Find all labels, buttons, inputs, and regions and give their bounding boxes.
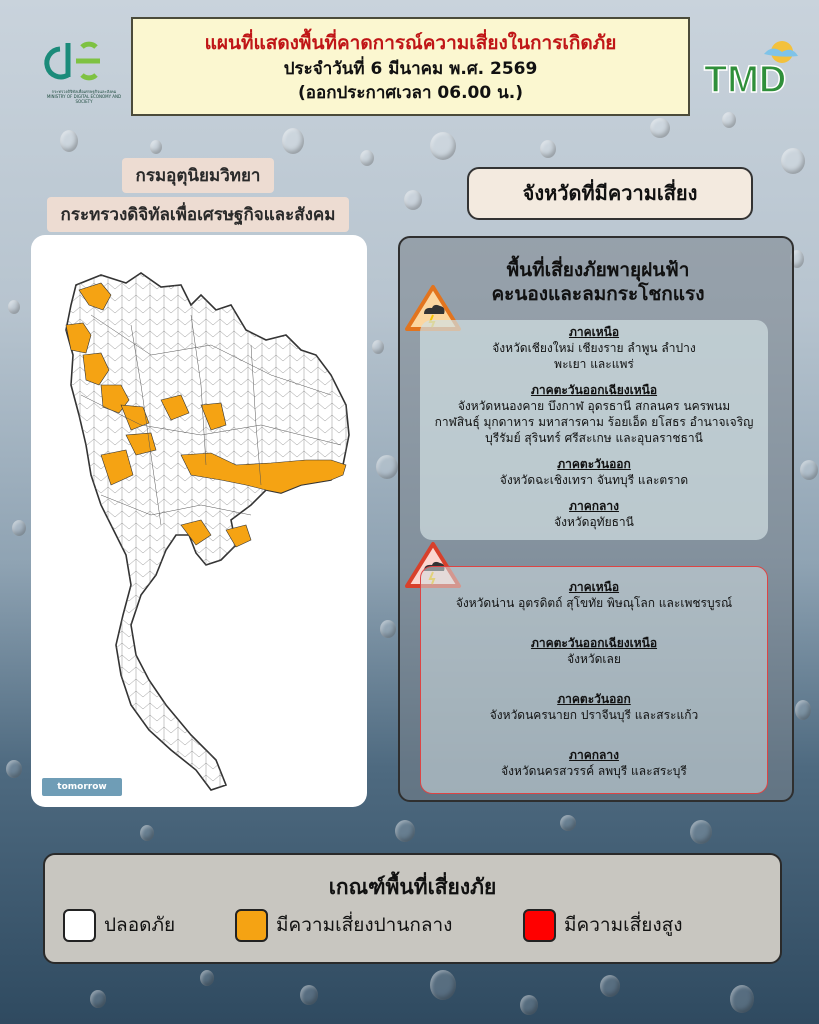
ministry-logo-caption: กระทรวงดิจิทัลเพื่อเศรษฐกิจและสังคม MINISTRY OF DIGITAL ECONOMY AND SOCIETY [46,89,122,104]
legend-swatch-high [523,909,556,942]
legend-swatch-moderate [235,909,268,942]
tomorrow-watermark: tomorrow [42,778,122,796]
forecast-date: ประจำวันที่ 6 มีนาคม พ.ศ. 2569 [283,59,538,79]
region-northeast-high: ภาคตะวันออกเฉียงเหนือ จังหวัดเลย [530,636,658,666]
panel-title: พื้นที่เสี่ยงภัยพายุฝนฟ้า คะนองและลมกระโชกแรง [491,259,705,305]
region-northeast-moderate: ภาคตะวันออกเฉียงเหนือ จังหวัดหนองคาย บึงกาฬ อุดรธานี สกลนคร นครพนม กาฬสินธุ์ มุกดาหาร มหาสารคาม ร้อยเอ็ด ยโสธร อำนาจเจริญ บุรีรัมย์ สุรินทร์ ศรีสะเกษ และอุบลราชธานี [434,383,754,445]
ministry-name: กระทรวงดิจิทัลเพื่อเศรษฐกิจและสังคม [47,197,350,232]
legend-item-moderate: มีความเสี่ยงปานกลาง [235,907,452,943]
ministry-logo [38,35,130,105]
risk-map [31,235,367,807]
page-title: แผนที่แสดงพื้นที่คาดการณ์ความเสี่ยงในการเกิดภัย [204,32,617,54]
legend-item-safe: ปลอดภัย [63,907,175,943]
legend-item-high: มีความเสี่ยงสูง [523,907,682,943]
thailand-map-icon [31,235,367,807]
region-north-high: ภาคเหนือ จังหวัดน่าน อุตรดิตถ์ สุโขทัย พิษณุโลก และเพชรบูรณ์ [455,580,733,610]
region-central-moderate: ภาคกลาง จังหวัดอุทัยธานี [554,499,634,529]
region-central-high: ภาคกลาง จังหวัดนครสวรรค์ ลพบุรี และสระบุรี [501,748,687,778]
region-east-moderate: ภาคตะวันออก จังหวัดฉะเชิงเทรา จันทบุรี และตราด [499,457,689,487]
title-box [131,17,690,116]
department-name: กรมอุตุนิยมวิทยา [122,158,275,193]
risk-legend [43,853,782,964]
tmd-logo-text: TMD [704,59,787,98]
issue-time: (ออกประกาศเวลา 06.00 น.) [298,83,523,103]
moderate-risk-list [420,320,768,540]
high-risk-list [420,566,768,794]
legend-swatch-safe [63,909,96,942]
region-east-high: ภาคตะวันออก จังหวัดนครนายก ปราจีนบุรี และสระแก้ว [489,692,699,722]
region-north-moderate: ภาคเหนือ จังหวัดเชียงใหม่ เชียงราย ลำพูน ลำปาง พะเยา และแพร่ [492,325,696,371]
risk-provinces-header: จังหวัดที่มีความเสี่ยง [467,167,753,220]
legend-title: เกณฑ์พื้นที่เสี่ยงภัย [328,875,497,899]
tmd-logo [702,40,806,98]
department-label [8,156,388,230]
